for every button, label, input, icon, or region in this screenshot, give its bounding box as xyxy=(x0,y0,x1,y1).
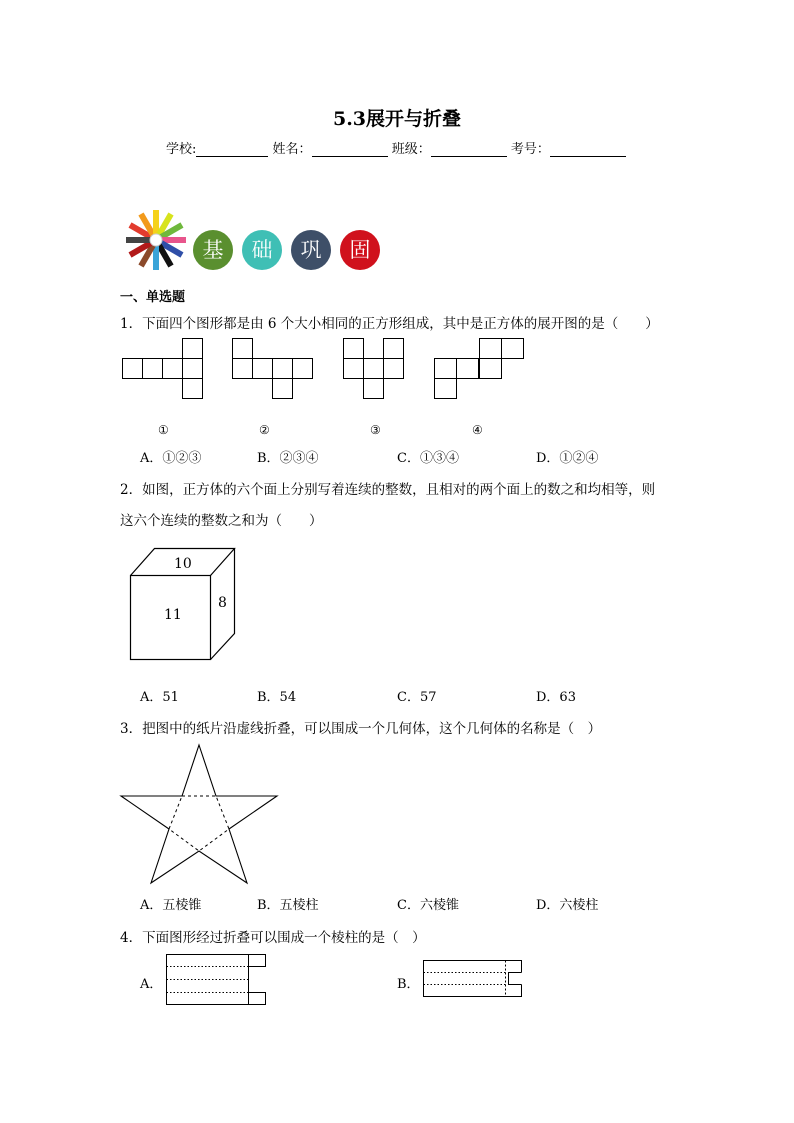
q1-net-4 xyxy=(434,338,534,400)
q3-star-net-figure xyxy=(120,745,280,885)
school-blank[interactable] xyxy=(196,143,268,157)
q3-option-b[interactable]: B．五棱柱 xyxy=(257,898,319,913)
q1-fig-label-3: ③ xyxy=(370,423,381,437)
q2-text-line2: 这六个连续的整数之和为（ ） xyxy=(120,513,323,529)
q2-text-line1: 2．如图，正方体的六个面上分别写着连续的整数，且相对的两个面上的数之和均相等，则 xyxy=(120,482,656,498)
school-label: 学校: xyxy=(166,142,197,157)
q1-fig-label-4: ④ xyxy=(472,423,483,437)
q2-option-a[interactable]: A．51 xyxy=(140,690,179,705)
q2-cube-top-number: 10 xyxy=(174,556,192,572)
class-label: 班级： xyxy=(391,142,431,157)
q4-option-a[interactable]: A． xyxy=(140,977,163,992)
q2-cube-front-number: 11 xyxy=(164,607,182,623)
badge-ji: 基 xyxy=(193,230,233,270)
badge-chu: 础 xyxy=(242,230,282,270)
q4-text: 4．下面图形经过折叠可以围成一个棱柱的是（ ） xyxy=(120,930,426,946)
page-title: 5.3展开与折叠 xyxy=(332,108,462,130)
section-title: 一、单选题 xyxy=(120,290,186,305)
badge-gu: 固 xyxy=(340,230,380,270)
exam-number-blank[interactable] xyxy=(550,143,626,157)
q3-option-a[interactable]: A．五棱锥 xyxy=(140,898,202,913)
name-blank[interactable] xyxy=(312,143,388,157)
q3-option-c[interactable]: C．六棱锥 xyxy=(397,898,459,913)
q2-option-b[interactable]: B．54 xyxy=(257,690,297,705)
class-blank[interactable] xyxy=(431,143,507,157)
student-info-line xyxy=(166,138,626,157)
q1-net-3 xyxy=(343,338,413,400)
q1-option-d[interactable]: D．①②④ xyxy=(536,451,599,466)
badge-gong: 巩 xyxy=(291,230,331,270)
exam-number-label: 考号： xyxy=(510,142,550,157)
q1-option-a[interactable]: A．①②③ xyxy=(140,451,202,466)
q1-fig-label-1: ① xyxy=(158,423,169,437)
q1-option-c[interactable]: C．①③④ xyxy=(397,451,459,466)
q3-option-d[interactable]: D．六棱柱 xyxy=(536,898,599,913)
q4-net-b-figure[interactable] xyxy=(423,960,525,1000)
q2-cube-side-number: 8 xyxy=(218,595,227,611)
q4-net-a-figure[interactable] xyxy=(166,954,268,1006)
q3-text: 3．把图中的纸片沿虚线折叠，可以围成一个几何体，这个几何体的名称是（ ） xyxy=(120,721,602,737)
name-label: 姓名： xyxy=(272,142,312,157)
q1-option-b[interactable]: B．②③④ xyxy=(257,451,319,466)
q2-option-c[interactable]: C．57 xyxy=(397,690,437,705)
q4-option-b[interactable]: B． xyxy=(397,977,420,992)
q1-net-2 xyxy=(232,338,322,400)
q1-net-1 xyxy=(122,338,212,400)
q1-text: 1．下面四个图形都是由 6 个大小相同的正方形组成，其中是正方体的展开图的是（ ） xyxy=(120,316,659,332)
q1-fig-label-2: ② xyxy=(259,423,270,437)
q2-option-d[interactable]: D．63 xyxy=(536,690,576,705)
pencil-fan-logo xyxy=(128,206,190,268)
